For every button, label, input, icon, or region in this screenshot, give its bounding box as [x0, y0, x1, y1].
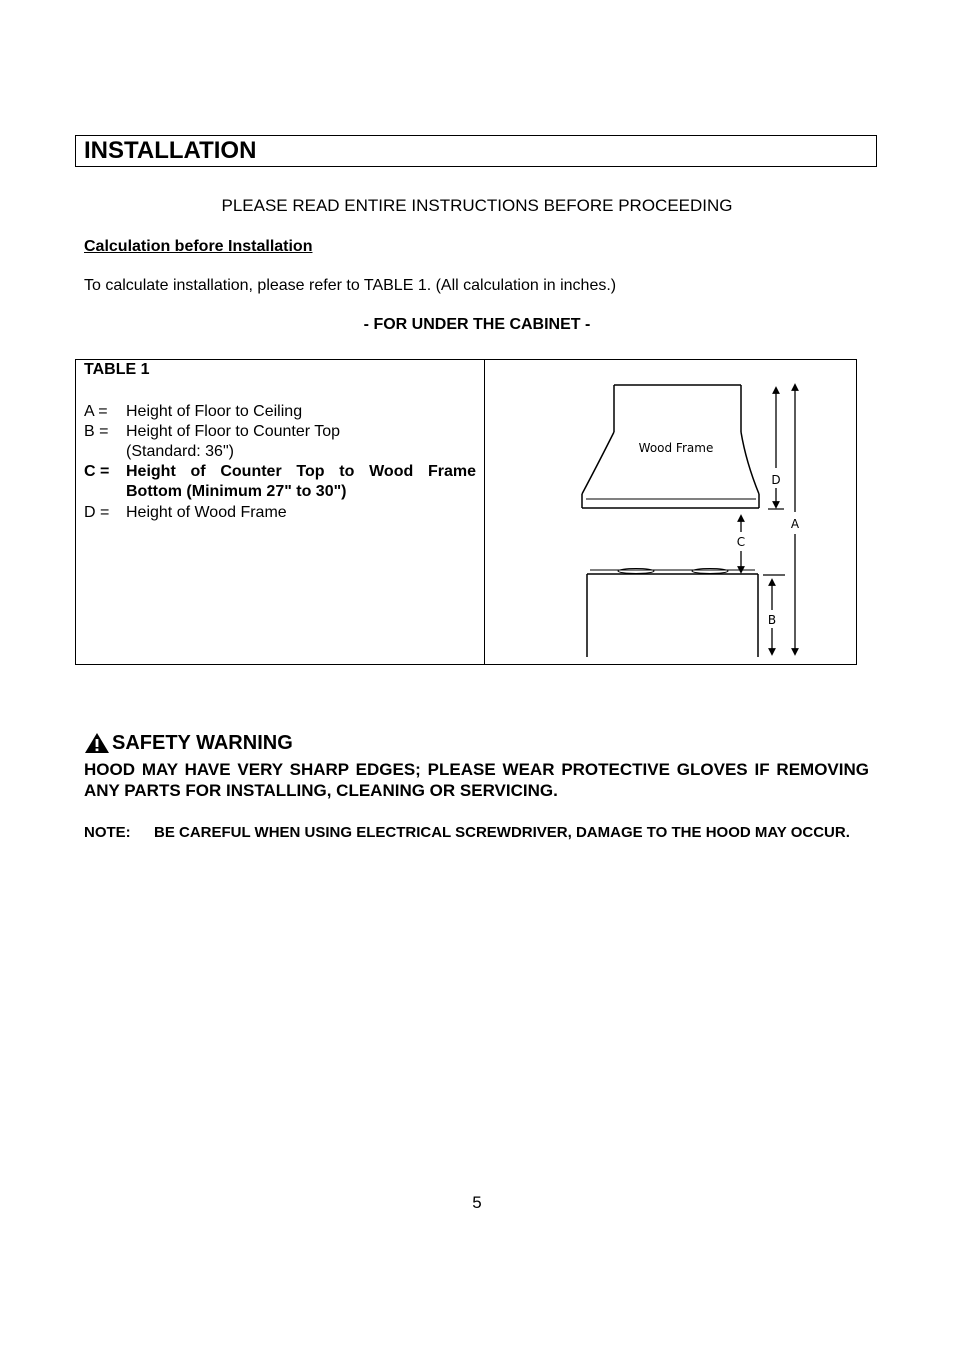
row-value: Height of Floor to Ceiling — [126, 403, 303, 420]
row-value-cont: (Standard: 36") — [126, 443, 234, 460]
calculation-subheading: Calculation before Installation — [84, 238, 313, 255]
table-divider — [484, 359, 485, 665]
section-title: INSTALLATION — [84, 137, 257, 164]
row-key: B = — [84, 423, 109, 440]
row-value: Height of Counter Top to Wood Frame — [126, 463, 476, 480]
row-key: D = — [84, 504, 110, 521]
page-number: 5 — [472, 1193, 482, 1212]
note-label: NOTE: — [84, 824, 131, 841]
row-key: C = — [84, 463, 110, 480]
safety-warning-title: SAFETY WARNING — [112, 732, 293, 754]
label-b: B — [767, 613, 777, 627]
table-row-d — [84, 503, 476, 523]
table-row-b — [84, 422, 476, 462]
row-value: Height of Wood Frame — [126, 504, 287, 521]
table-title: TABLE 1 — [84, 361, 150, 378]
calculation-text: To calculate installation, please refer to TABLE 1. (All calculation in inches.) — [84, 277, 617, 294]
installation-diagram — [486, 361, 854, 663]
safety-warning-heading — [84, 731, 293, 755]
warning-triangle-icon — [84, 732, 110, 754]
label-c: C — [736, 535, 746, 549]
row-key: A = — [84, 403, 108, 420]
table-row-a — [84, 402, 476, 422]
row-value-cont: Bottom (Minimum 27" to 30") — [126, 483, 347, 500]
safety-warning-text: HOOD MAY HAVE VERY SHARP EDGES; PLEASE WEAR PROTECTIVE GLOVES IF REMOVING ANY PARTS FOR INSTALLING, CLEANING OR SERVICING. — [84, 760, 869, 800]
counter-outline — [587, 569, 758, 658]
note-text: BE CAREFUL WHEN USING ELECTRICAL SCREWDRIVER, DAMAGE TO THE HOOD MAY OCCUR. — [154, 824, 850, 841]
wood-frame-label: Wood Frame — [638, 441, 714, 455]
label-d: D — [771, 473, 781, 487]
row-value: Height of Floor to Counter Top — [126, 423, 341, 440]
label-a: A — [790, 517, 800, 531]
under-cabinet-heading: - FOR UNDER THE CABINET - — [363, 316, 591, 333]
intro-instruction: PLEASE READ ENTIRE INSTRUCTIONS BEFORE PROCEEDING — [221, 196, 733, 215]
table-row-c — [84, 462, 476, 502]
